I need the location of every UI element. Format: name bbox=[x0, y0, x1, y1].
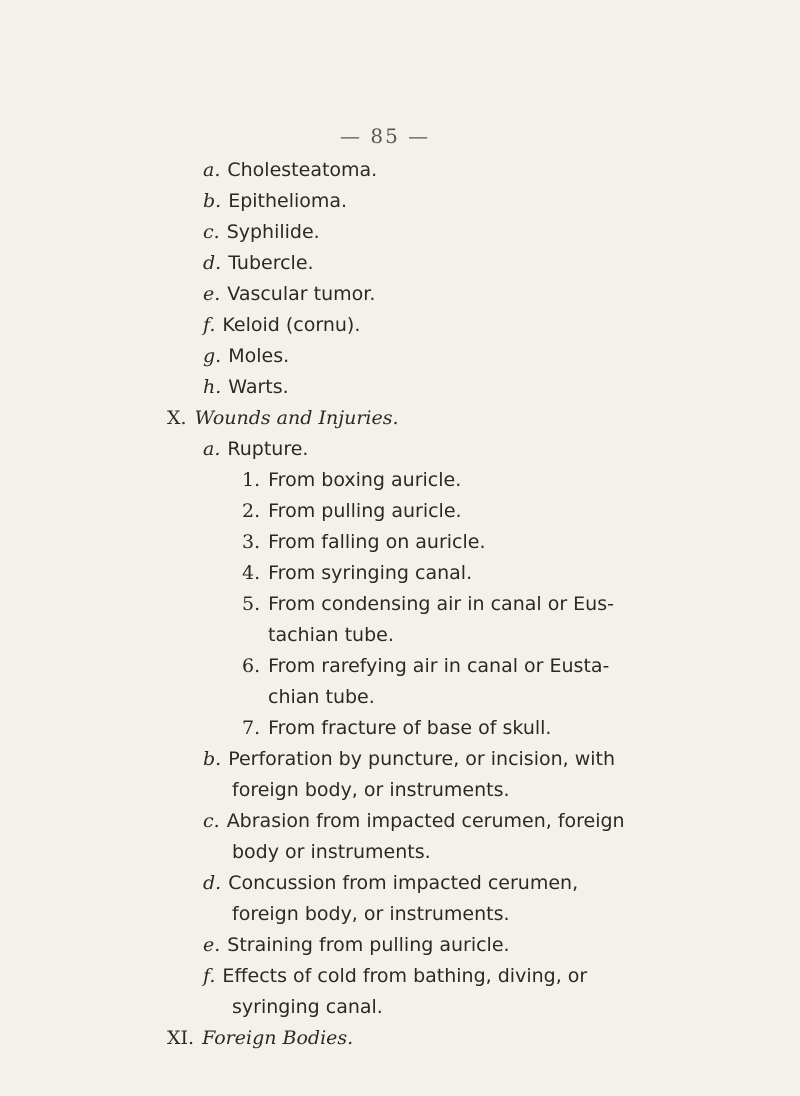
item-text: Keloid (cornu). bbox=[222, 314, 361, 336]
item-text: Tubercle. bbox=[228, 252, 314, 274]
item-text: From condensing air in canal or Eus- bbox=[268, 593, 614, 615]
item-marker: f. bbox=[203, 314, 216, 336]
section-heading bbox=[167, 403, 399, 433]
item-marker: c. bbox=[203, 810, 220, 832]
item-marker: a. bbox=[203, 159, 221, 181]
list-item bbox=[242, 713, 551, 743]
item-text: chian tube. bbox=[268, 686, 375, 708]
page-number: — 85 — bbox=[340, 124, 431, 148]
item-marker: e. bbox=[203, 934, 221, 956]
item-marker: 3. bbox=[242, 531, 261, 553]
section-title: Wounds and Injuries. bbox=[194, 407, 399, 429]
list-item bbox=[203, 806, 625, 836]
list-item-continuation bbox=[232, 992, 383, 1022]
item-marker: c. bbox=[203, 221, 220, 243]
list-item bbox=[203, 186, 347, 216]
list-item-continuation bbox=[232, 899, 510, 929]
item-text: From syringing canal. bbox=[268, 562, 473, 584]
list-item bbox=[242, 651, 609, 681]
item-marker: 7. bbox=[242, 717, 261, 739]
list-item bbox=[242, 589, 614, 619]
item-marker: 2. bbox=[242, 500, 261, 522]
item-text: Effects of cold from bathing, diving, or bbox=[222, 965, 588, 987]
list-item-continuation bbox=[268, 620, 394, 650]
list-item bbox=[203, 279, 375, 309]
item-text: syringing canal. bbox=[232, 996, 383, 1018]
item-marker: a. bbox=[203, 438, 221, 460]
list-item bbox=[203, 155, 377, 185]
item-marker: b. bbox=[203, 190, 222, 212]
list-item bbox=[203, 961, 587, 991]
list-item bbox=[203, 868, 578, 898]
list-item bbox=[242, 465, 461, 495]
list-item bbox=[203, 930, 510, 960]
item-marker: f. bbox=[203, 965, 216, 987]
item-marker: d. bbox=[203, 872, 222, 894]
item-text: Warts. bbox=[228, 376, 289, 398]
item-text: From fracture of base of skull. bbox=[268, 717, 552, 739]
item-marker: e. bbox=[203, 283, 221, 305]
item-text: Syphilide. bbox=[226, 221, 320, 243]
section-title: Foreign Bodies. bbox=[202, 1027, 354, 1049]
list-item bbox=[203, 248, 314, 278]
item-marker: b. bbox=[203, 748, 222, 770]
item-text: foreign body, or instruments. bbox=[232, 779, 510, 801]
item-text: Moles. bbox=[228, 345, 290, 367]
list-item-continuation bbox=[232, 837, 431, 867]
item-text: Abrasion from impacted cerumen, foreign bbox=[226, 810, 625, 832]
list-item bbox=[242, 496, 462, 526]
item-text: Straining from pulling auricle. bbox=[227, 934, 510, 956]
section-numeral: X. bbox=[167, 407, 187, 429]
item-text: From rarefying air in canal or Eusta- bbox=[268, 655, 610, 677]
item-text: Concussion from impacted cerumen, bbox=[228, 872, 579, 894]
list-item-continuation bbox=[268, 682, 375, 712]
item-marker: 1. bbox=[242, 469, 261, 491]
item-text: body or instruments. bbox=[232, 841, 431, 863]
item-text: tachian tube. bbox=[268, 624, 394, 646]
list-item bbox=[203, 310, 360, 340]
item-text: Epithelioma. bbox=[228, 190, 348, 212]
list-item bbox=[203, 341, 289, 371]
list-item bbox=[242, 527, 486, 557]
item-text: From boxing auricle. bbox=[268, 469, 462, 491]
item-text: From pulling auricle. bbox=[268, 500, 462, 522]
section-numeral: XI. bbox=[167, 1027, 195, 1049]
list-item-continuation bbox=[232, 775, 510, 805]
item-marker: g. bbox=[203, 345, 222, 367]
list-item bbox=[203, 217, 320, 247]
item-text: Vascular tumor. bbox=[227, 283, 376, 305]
list-item bbox=[242, 558, 472, 588]
item-marker: 5. bbox=[242, 593, 261, 615]
list-item bbox=[203, 434, 308, 464]
item-text: foreign body, or instruments. bbox=[232, 903, 510, 925]
item-marker: 4. bbox=[242, 562, 261, 584]
section-heading bbox=[167, 1023, 353, 1053]
item-marker: h. bbox=[203, 376, 222, 398]
list-item bbox=[203, 744, 615, 774]
item-text: Rupture. bbox=[227, 438, 309, 460]
item-marker: 6. bbox=[242, 655, 261, 677]
item-text: From falling on auricle. bbox=[268, 531, 486, 553]
item-marker: d. bbox=[203, 252, 222, 274]
item-text: Perforation by puncture, or incision, with bbox=[228, 748, 616, 770]
item-text: Cholesteatoma. bbox=[227, 159, 378, 181]
list-item bbox=[203, 372, 289, 402]
